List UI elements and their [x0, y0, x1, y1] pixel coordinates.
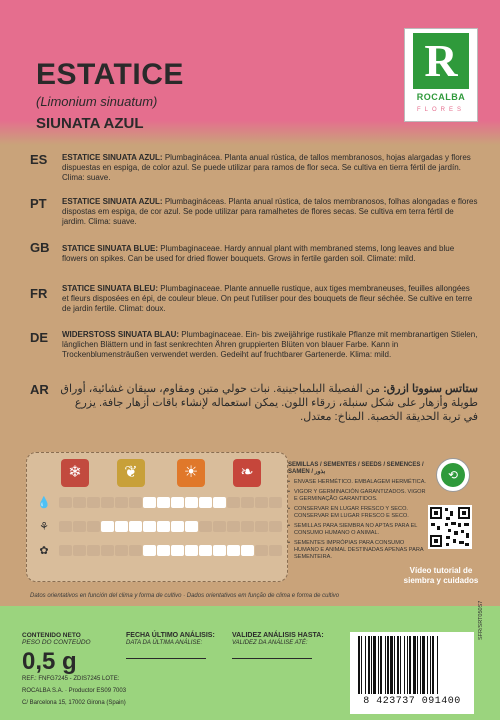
description-ar-text: من الفصيلة البلمباجينية. نبات حولي متين ومقاوم، سيقان غشائية، أوراق طويلة وأزهار على شكل سنبلة، زرقاء اللون. يمكن استعماله لإنشاء باقات أزهار جافة. يزرع في تربة الحديقة الخصبة. المناخ: معتدل. [60, 383, 478, 423]
sowing-row-icon: 💧 [37, 497, 51, 509]
variety-name: SIUNATA AZUL [36, 115, 144, 132]
analysis-date-line [126, 658, 206, 659]
calendar-cell [101, 545, 114, 556]
calendar-cell [199, 521, 212, 532]
calendar-cell [185, 521, 198, 532]
calendar-cell [87, 521, 100, 532]
calendar-cell [115, 497, 128, 508]
barcode-bar [387, 636, 389, 694]
net-content-sublabel: PESO DO CONTEÚDO [22, 639, 91, 646]
calendar-cell [241, 497, 254, 508]
producer-info: ROCALBA S.A. · Productor ES09 7003 [22, 688, 127, 694]
barcode-bar [422, 636, 425, 694]
calendar-cell [73, 545, 86, 556]
calendar-cell [199, 497, 212, 508]
calendar-cell [255, 545, 268, 556]
lang-code-ar: AR [30, 382, 49, 397]
calendar-cell [101, 497, 114, 508]
calendar-cell [129, 521, 142, 532]
calendar-cell [59, 497, 72, 508]
lang-code-gb: GB [30, 240, 50, 255]
calendar-cell [269, 521, 282, 532]
spring-glyph-icon: ❦ [124, 464, 138, 481]
calendar-cell [227, 521, 240, 532]
calendar-cell [143, 545, 156, 556]
calendar-cell [213, 545, 226, 556]
description-ar [60, 382, 478, 424]
seed-info-heading: SEMILLAS / SEMENTES / SEEDS / SEMENCES / SAMEN / بذور [288, 462, 424, 475]
video-line-1: Vídeo tutorial de [409, 566, 473, 575]
calendar-cell [115, 521, 128, 532]
barcode-bar [417, 636, 418, 694]
description-ar-heading: ستاتس سنووتا ازرق: [383, 383, 478, 395]
lang-code-de: DE [30, 330, 49, 345]
description-pt-text: Plumbagináceas. Planta anual rústica, de talos membranosos, folhas alongadas e flores dispostas em espiga, de cor azul. Se pode utilizar para ramalhetes de flores secas. Se cultiva em terra fértil de jardim. Clima: suave. [62, 197, 478, 226]
calendar-cell [129, 497, 142, 508]
barcode-bar [420, 636, 421, 694]
video-line-2: siembra y cuidados [403, 576, 479, 585]
recycle-arrows-icon: ⟲ [441, 463, 465, 487]
calendar-cell [101, 521, 114, 532]
calendar-cell [185, 497, 198, 508]
seed-info-item: • CONSERVAR EN LUGAR FRESCO Y SECO. CONSERVAR EM LUGAR FRESCO E SECO. [288, 506, 428, 520]
seed-info-item: • VIGOR Y GERMINACIÓN GARANTIZADOS. VIGOR E GERMINAÇÃO GARANTIDOS. [288, 489, 428, 503]
barcode-number: 8 423737 091400 [363, 696, 461, 707]
qr-code[interactable] [428, 505, 472, 549]
calendar-cell [255, 497, 268, 508]
autumn-glyph-icon: ❧ [240, 464, 254, 481]
calendar-cell [241, 545, 254, 556]
barcode-bar [361, 636, 362, 694]
calendar-cell [129, 545, 142, 556]
barcode-bar [368, 636, 370, 694]
description-pt [62, 197, 478, 227]
summer-season-icon [177, 459, 205, 487]
calendar-cell [171, 497, 184, 508]
seed-info-item: • SEMENTES IMPRÓPIAS PARA CONSUMO HUMANO E ANIMAL DESTINADAS APENAS PARA SEMENTEIRA. [288, 540, 428, 561]
barcode-bar [437, 636, 438, 694]
last-analysis-label: FECHA ÚLTIMO ANÁLISIS: [126, 632, 215, 639]
description-gb-text: Plumbaginaceae. Hardy annual plant with membraned stems, long leaves and blue flowers on spikes. Can be used for dried flower bouquets. Grows in fertile garden soil. Climate: mild. [62, 244, 455, 263]
calendar-cell [59, 545, 72, 556]
calendar-cell [213, 521, 226, 532]
logo-letter: R [413, 33, 469, 89]
net-content-label: CONTENIDO NETO [22, 632, 81, 639]
calendar-cell [255, 521, 268, 532]
address-info: C/ Barcelona 15, 17002 Girona (Spain) [22, 700, 126, 706]
spring-season-icon [117, 459, 145, 487]
winter-glyph-icon: ❄ [68, 464, 82, 481]
last-analysis-sublabel: DATA DA ÚLTIMA ANÁLISE: [126, 640, 203, 646]
description-es [62, 153, 478, 183]
barcode-bar [365, 636, 366, 694]
barcode-bars [356, 636, 468, 694]
barcode [350, 632, 474, 714]
product-title: ESTATICE [36, 58, 184, 91]
calendar-cell [87, 545, 100, 556]
flowering-row-icon: ✿ [39, 545, 49, 557]
barcode-bar [430, 636, 431, 694]
calendar-footnote: Datos orientativos en función del clima y forma de cultivo · Dados orientativos em função de clima e forma de cultivo [30, 593, 340, 599]
barcode-bar [373, 636, 376, 694]
barcode-bar [380, 636, 382, 694]
barcode-bar [378, 636, 379, 694]
calendar-cell [143, 521, 156, 532]
barcode-bar [390, 636, 393, 694]
description-gb-heading: STATICE SINUATA BLUE: [62, 244, 158, 253]
description-pt-heading: ESTATICE SINUATA AZUL: [62, 197, 163, 206]
logo-subtitle: FLORES [416, 107, 465, 113]
description-fr-text: Plumbaginaceae. Plante annuelle rustique, aux tiges membraneuses, feuilles allongées et fleurs disposées en épi, de couleur bleue. On peut l'utiliser pour des bouquets de fleur séchée. Se cultive en terre de jardin fertile. Climat: doux. [62, 284, 473, 313]
barcode-bar [407, 636, 408, 694]
lang-code-es: ES [30, 152, 48, 167]
barcode-bar [394, 636, 395, 694]
seed-info-item: • SEMILLAS PARA SIEMBRA NO APTAS PARA EL CONSUMO HUMANO O ANIMAL. [288, 523, 428, 537]
calendar-cell [143, 497, 156, 508]
video-tutorial-label [392, 566, 490, 586]
calendar-cell [185, 545, 198, 556]
barcode-bar [397, 636, 399, 694]
calendar-cell [269, 497, 282, 508]
barcode-bar [427, 636, 428, 694]
winter-season-icon [61, 459, 89, 487]
net-weight: 0,5 g [22, 648, 77, 675]
calendar-cell [241, 521, 254, 532]
description-es-text: Plumbaginácea. Planta anual rústica, de tallos membranosos, hojas alargadas y flores dispuestas en espiga, de color azul. Se puede utilizar para ramos de flor seca. Se cultiva en tierra fértil de jardín. Clima: suave. [62, 153, 471, 182]
calendar-cell [157, 521, 170, 532]
barcode-bar [385, 636, 386, 694]
description-gb [62, 244, 478, 264]
reference-lot: REF.: FNFG7245 - ZDIS7245 LOTE: [22, 676, 120, 682]
description-de-heading: WIDERSTOSS SINUATA BLAU: [62, 330, 180, 339]
calendar-cell [73, 521, 86, 532]
calendar-cell [73, 497, 86, 508]
barcode-bar [432, 636, 434, 694]
validity-sublabel: VALIDEZ DA ANÁLISE ATÉ: [232, 640, 308, 646]
transplant-row-icon: ⚘ [39, 521, 49, 533]
barcode-bar [358, 636, 360, 694]
validity-label: VALIDEZ ANÁLISIS HASTA: [232, 632, 324, 639]
scientific-name: (Limonium sinuatum) [36, 94, 158, 109]
description-de [62, 330, 478, 360]
sowing-calendar [26, 452, 288, 582]
calendar-cell [227, 545, 240, 556]
description-de-text: Plumbaginaceae. Ein- bis zweijährige rustikale Pflanze mit membranartigen Stielen, länglichen Blättern und in fast senkrechten Ähren gruppierten Blüten von blauer Farbe. Kann in Trockenblumensträußen verwendet werden. Gedeiht auf fruchtbarer Gartenerde. Klima: mild. [62, 330, 478, 359]
validity-date-line [232, 658, 312, 659]
summer-glyph-icon: ☀ [183, 464, 199, 481]
barcode-bar [409, 636, 411, 694]
calendar-cell [269, 545, 282, 556]
calendar-cell [87, 497, 100, 508]
barcode-bar [404, 636, 405, 694]
rocalba-logo [404, 28, 478, 122]
calendar-cell [171, 545, 184, 556]
barcode-bar [413, 636, 416, 694]
description-fr [62, 284, 478, 314]
calendar-cell [213, 497, 226, 508]
description-es-heading: ESTATICE SINUATA AZUL: [62, 153, 163, 162]
seed-info-item: • ENVASE HERMÉTICO. EMBALAGEM HERMÉTICA. [288, 479, 428, 486]
calendar-cell [115, 545, 128, 556]
calendar-cell [227, 497, 240, 508]
seed-info-list [288, 462, 428, 564]
barcode-bar [371, 636, 372, 694]
autumn-season-icon [233, 459, 261, 487]
lang-code-fr: FR [30, 286, 48, 301]
barcode-bar [400, 636, 401, 694]
calendar-cell [59, 521, 72, 532]
calendar-cell [157, 545, 170, 556]
logo-name: ROCALBA [416, 92, 466, 102]
green-dot-icon [436, 458, 470, 492]
lang-code-pt: PT [30, 196, 47, 211]
calendar-cell [199, 545, 212, 556]
side-code: SFR/SRT050S7 [478, 600, 484, 640]
calendar-cell [171, 521, 184, 532]
calendar-cell [157, 497, 170, 508]
description-fr-heading: STATICE SINUATA BLEU: [62, 284, 158, 293]
qr-code-graphic [428, 505, 472, 549]
